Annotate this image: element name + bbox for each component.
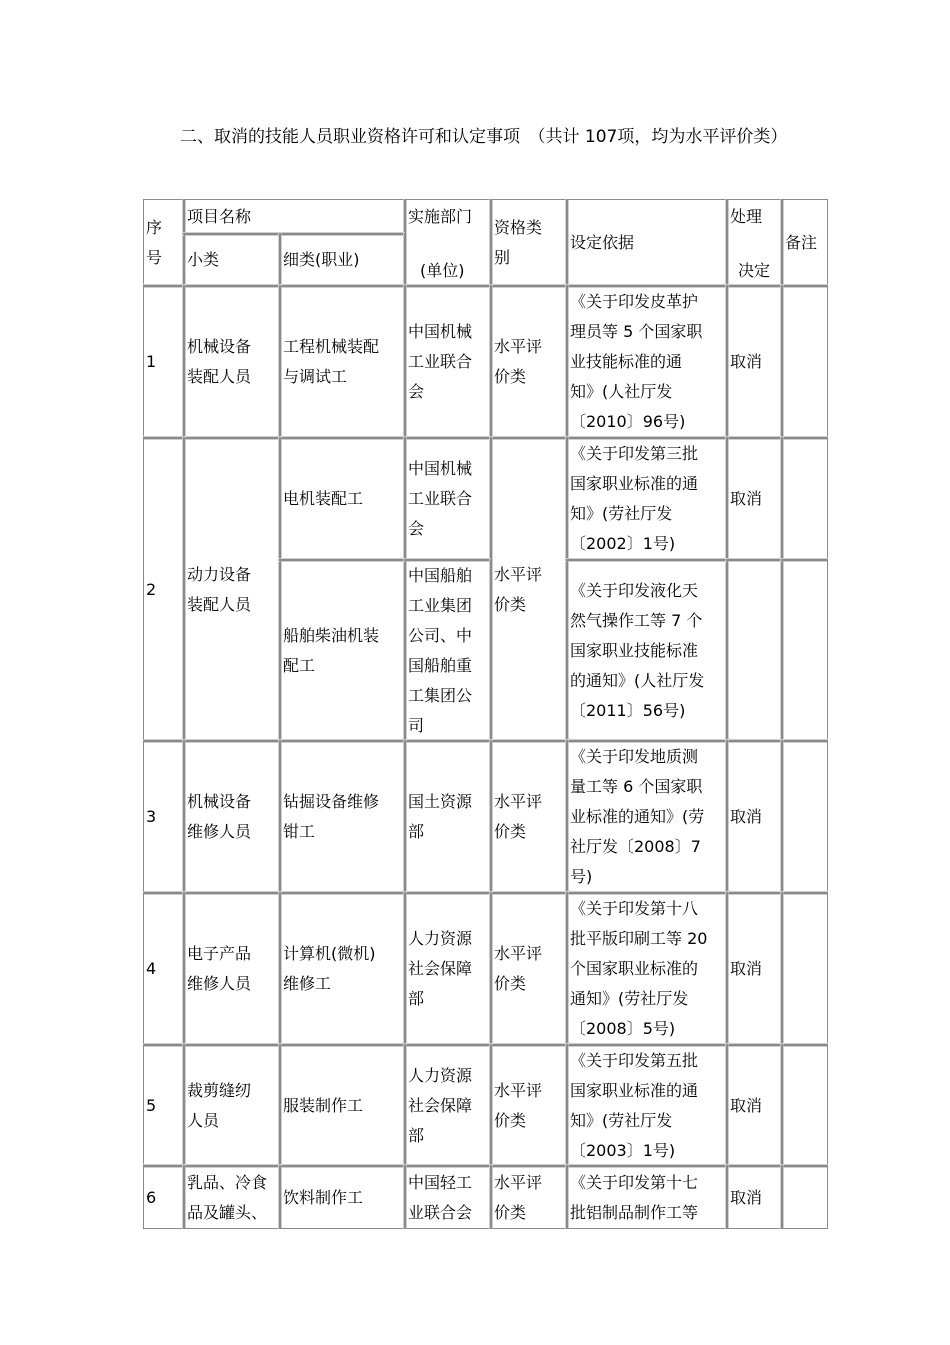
- row4-dept: 人力资源 社会保障 部: [405, 893, 491, 1045]
- row6-basis: 《关于印发第十七 批铝制品制作工等: [567, 1166, 727, 1229]
- row6-type: 水平评 价类: [491, 1166, 567, 1229]
- row1-sub: 工程机械装配 与调试工: [280, 286, 405, 438]
- row3-decision: 取消: [727, 741, 782, 893]
- row4-basis: 《关于印发第十八 批平版印刷工等 20 个国家职业标准的 通知》(劳社厅发 〔2008〕5号): [567, 893, 727, 1045]
- row5-type: 水平评 价类: [491, 1045, 567, 1166]
- row5-remark: [782, 1045, 828, 1166]
- row4-seq: 4: [143, 893, 184, 1045]
- row1-basis: 《关于印发皮革护 理员等 5 个国家职 业技能标准的通 知》(人社厅发 〔2010〕96号): [567, 286, 727, 438]
- qualification-table: [143, 199, 828, 1229]
- row2a-sub: 电机装配工: [280, 438, 405, 560]
- row6-seq: 6: [143, 1166, 184, 1229]
- header-minor-class: 小类: [184, 234, 280, 286]
- row4-minor: 电子产品 维修人员: [184, 893, 280, 1045]
- row3-seq: 3: [143, 741, 184, 893]
- row5-seq: 5: [143, 1045, 184, 1166]
- row2b-basis: 《关于印发液化天 然气操作工等 7 个 国家职业技能标准 的通知》(人社厅发 〔2011〕56号): [567, 560, 727, 741]
- header-dept-bottom: (单位): [420, 261, 465, 280]
- row1-minor: 机械设备 装配人员: [184, 286, 280, 438]
- header-dept-top: 实施部门: [408, 207, 473, 226]
- header-remark: 备注: [782, 199, 828, 286]
- row1-decision: 取消: [727, 286, 782, 438]
- row1-type: 水平评 价类: [491, 286, 567, 438]
- row1-dept: 中国机械 工业联合 会: [405, 286, 491, 438]
- row3-dept: 国土资源 部: [405, 741, 491, 893]
- section-intro: 二、取消的技能人员职业资格许可和认定事项 （共计 107项，均为水平评价类）: [180, 127, 788, 147]
- row5-dept: 人力资源 社会保障 部: [405, 1045, 491, 1166]
- row1-remark: [782, 286, 828, 438]
- row3-type: 水平评 价类: [491, 741, 567, 893]
- row4-decision: 取消: [727, 893, 782, 1045]
- row4-remark: [782, 893, 828, 1045]
- row6-decision: 取消: [727, 1166, 782, 1229]
- header-handling: [727, 199, 782, 286]
- row2b-decision: [727, 560, 782, 741]
- row2a-decision: 取消: [727, 438, 782, 560]
- header-basis: 设定依据: [567, 199, 727, 286]
- row2a-basis: 《关于印发第三批 国家职业标准的通 知》(劳社厅发 〔2002〕1号): [567, 438, 727, 560]
- row3-minor: 机械设备 维修人员: [184, 741, 280, 893]
- row4-sub: 计算机(微机) 维修工: [280, 893, 405, 1045]
- header-project-name: 项目名称: [184, 199, 405, 234]
- row3-basis: 《关于印发地质测 量工等 6 个国家职 业标准的通知》(劳 社厅发〔2008〕7 号): [567, 741, 727, 893]
- row2-minor: 动力设备 装配人员: [184, 438, 280, 741]
- header-handling-top: 处理: [730, 207, 763, 226]
- row5-sub: 服装制作工: [280, 1045, 405, 1166]
- header-subclass: 细类(职业): [280, 234, 405, 286]
- row6-minor: 乳品、冷食 品及罐头、: [184, 1166, 280, 1229]
- row2b-dept: 中国船舶 工业集团 公司、中 国船舶重 工集团公 司: [405, 560, 491, 741]
- row2b-sub: 船舶柴油机装 配工: [280, 560, 405, 741]
- row5-basis: 《关于印发第五批 国家职业标准的通 知》(劳社厅发 〔2003〕1号): [567, 1045, 727, 1166]
- row1-seq: 1: [143, 286, 184, 438]
- row4-type: 水平评 价类: [491, 893, 567, 1045]
- row3-remark: [782, 741, 828, 893]
- row6-dept: 中国轻工 业联合会: [405, 1166, 491, 1229]
- row5-decision: 取消: [727, 1045, 782, 1166]
- row2a-dept: 中国机械 工业联合 会: [405, 438, 491, 560]
- header-dept: [405, 199, 491, 286]
- header-qual-type: 资格类 别: [491, 199, 567, 286]
- row6-remark: [782, 1166, 828, 1229]
- row6-sub: 饮料制作工: [280, 1166, 405, 1229]
- row5-minor: 裁剪缝纫 人员: [184, 1045, 280, 1166]
- header-handling-bottom: 决定: [738, 261, 771, 280]
- row2-seq: 2: [143, 438, 184, 741]
- row2-type: 水平评 价类: [491, 438, 567, 741]
- header-seq: 序 号: [143, 199, 184, 286]
- row3-sub: 钻掘设备维修 钳工: [280, 741, 405, 893]
- row2b-remark: [782, 560, 828, 741]
- row2a-remark: [782, 438, 828, 560]
